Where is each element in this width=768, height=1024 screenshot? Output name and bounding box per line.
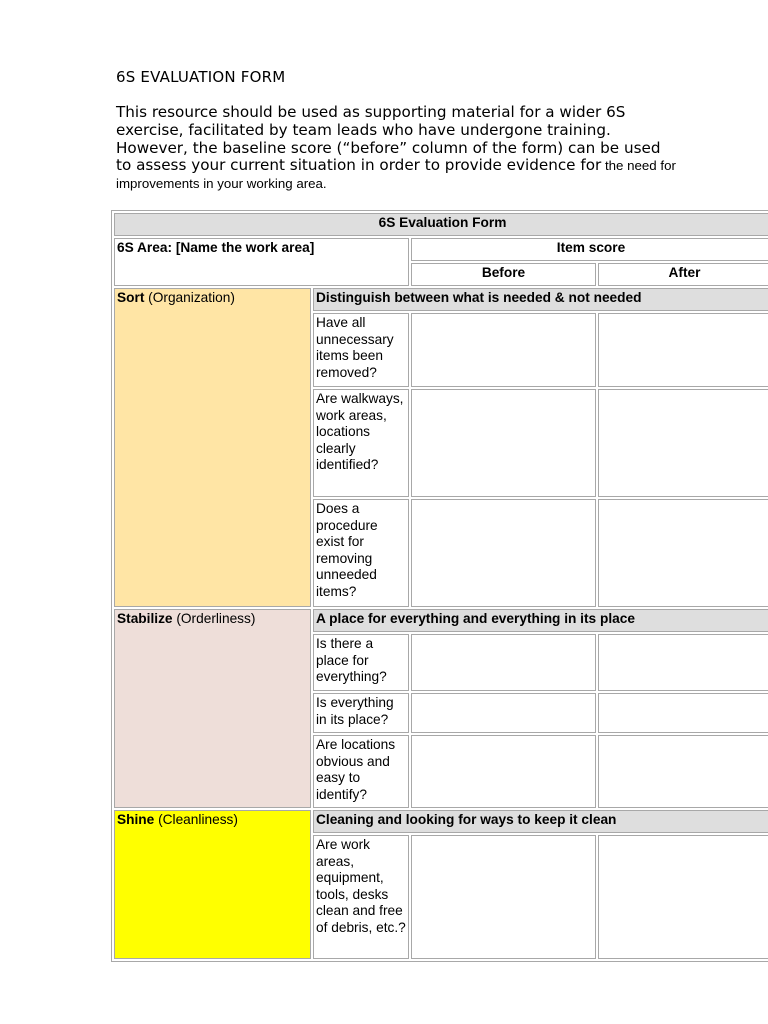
after-score-cell[interactable]: [598, 735, 768, 808]
question-item: Are walkways, work areas, locations clearly identified?: [313, 389, 409, 497]
section-heading: Distinguish between what is needed & not needed: [313, 288, 768, 311]
question-item: Have all unnecessary items been removed?: [313, 313, 409, 387]
area-label: 6S Area: [Name the work area]: [114, 238, 409, 286]
question-item: Are work areas, equipment, tools, desks clean and free of debris, etc.?: [313, 835, 409, 959]
after-score-cell[interactable]: [598, 389, 768, 497]
before-score-cell[interactable]: [411, 735, 596, 808]
intro-paragraph: [116, 104, 676, 193]
section-shine: [114, 810, 311, 959]
before-score-cell[interactable]: [411, 389, 596, 497]
before-header: Before: [411, 263, 596, 286]
after-score-cell[interactable]: [598, 835, 768, 959]
question-item: Is everything in its place?: [313, 693, 409, 733]
section-name: Shine: [117, 812, 155, 827]
section-heading: A place for everything and everything in its place: [313, 609, 768, 632]
section-subtitle: (Cleanliness): [154, 812, 238, 827]
after-header: After: [598, 263, 768, 286]
before-score-cell[interactable]: [411, 835, 596, 959]
before-score-cell[interactable]: [411, 313, 596, 387]
after-score-cell[interactable]: [598, 499, 768, 607]
form-title: 6S Evaluation Form: [114, 213, 768, 236]
section-stabilize: [114, 609, 311, 808]
section-subtitle: (Organization): [144, 290, 235, 305]
before-score-cell[interactable]: [411, 693, 596, 733]
question-item: Is there a place for everything?: [313, 634, 409, 691]
question-item: Does a procedure exist for removing unneeded items?: [313, 499, 409, 607]
intro-text-small: the need for improvements in your working area.: [116, 158, 676, 192]
section-name: Sort: [117, 290, 145, 305]
before-score-cell[interactable]: [411, 499, 596, 607]
page-title: 6S EVALUATION FORM: [116, 68, 286, 86]
section-subtitle: (Orderliness): [172, 611, 256, 626]
after-score-cell[interactable]: [598, 693, 768, 733]
intro-text: This resource should be used as supporting material for a wider 6S exercise, facilitated by team leads who have undergone training. However, the baseline score (“before” column of the form) can be used to assess your current situation in order to provide evidence for: [116, 103, 661, 175]
after-score-cell[interactable]: [598, 634, 768, 691]
question-item: Are locations obvious and easy to identify?: [313, 735, 409, 808]
item-score-header: Item score: [411, 238, 768, 261]
after-score-cell[interactable]: [598, 313, 768, 387]
section-heading: Cleaning and looking for ways to keep it clean: [313, 810, 768, 833]
evaluation-form-table: [111, 210, 768, 962]
section-name: Stabilize: [117, 611, 173, 626]
section-sort: [114, 288, 311, 607]
before-score-cell[interactable]: [411, 634, 596, 691]
